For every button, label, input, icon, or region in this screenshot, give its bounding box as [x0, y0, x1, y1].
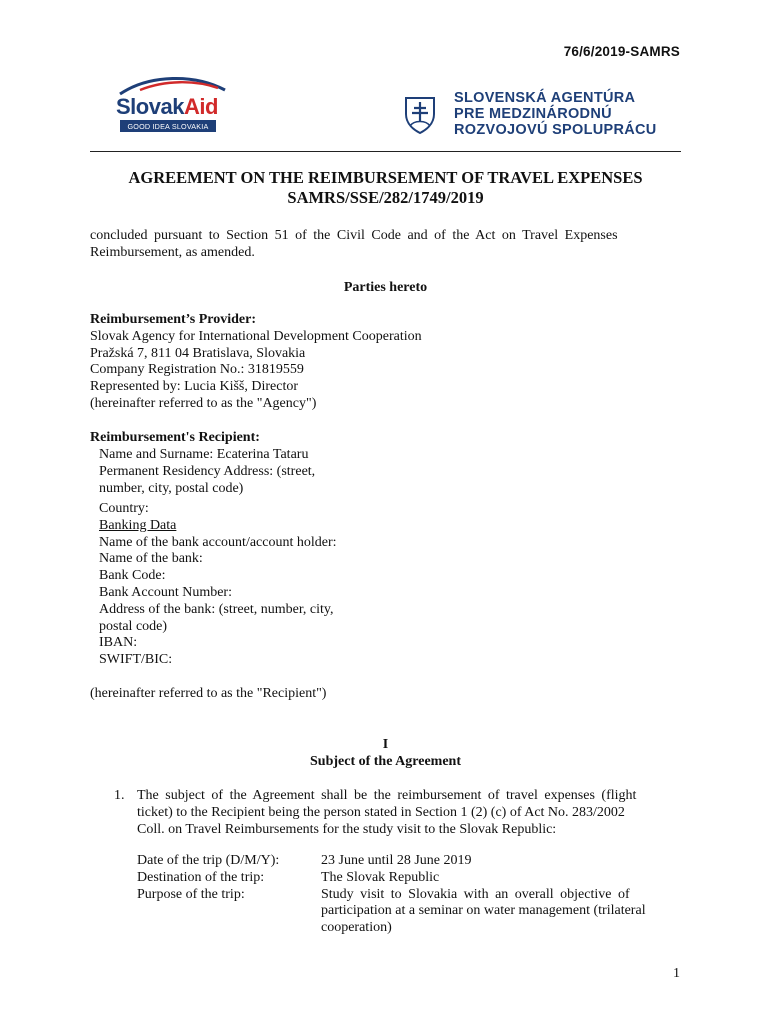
agreement-number: SAMRS/SSE/282/1749/2019 [287, 188, 484, 207]
provider-line: (hereinafter referred to as the "Agency") [90, 395, 317, 411]
slovakaid-logo [110, 76, 230, 134]
item-line: ticket) to the Recipient being the person stated in Section 1 (2) (c) of Act No. 283/2002 [137, 804, 625, 820]
svg-text:GOOD IDEA SLOVAKIA: GOOD IDEA SLOVAKIA [127, 122, 209, 131]
trip-details [137, 853, 681, 937]
trip-value [321, 887, 681, 937]
samrs-agency-logo [396, 88, 696, 138]
banking-block [99, 501, 399, 669]
intro-line: Reimbursement, as amended. [90, 244, 255, 260]
item-number: 1. [114, 788, 125, 803]
banking-line: Address of the bank: (street, number, city, [99, 601, 334, 617]
trip-value: The Slovak Republic [321, 869, 440, 885]
banking-line: IBAN: [99, 635, 138, 651]
trip-label: Destination of the trip: [137, 869, 265, 885]
svg-text:SlovakAid: SlovakAid [116, 94, 218, 119]
recipient-line: Name and Surname: Ecaterina Tataru [99, 447, 309, 462]
provider-block [90, 312, 681, 413]
provider-line: Company Registration No.: 31819559 [90, 362, 304, 378]
trip-row [137, 870, 681, 887]
banking-line: Name of the bank account/account holder: [99, 534, 337, 550]
banking-line: postal code) [99, 618, 168, 634]
parties-heading: Parties hereto [343, 280, 428, 295]
banking-line: Name of the bank: [99, 551, 203, 567]
item-line: Coll. on Travel Reimbursements for the study visit to the Slovak Republic: [137, 821, 557, 837]
banking-line: Bank Code: [99, 568, 166, 584]
trip-value: 23 June until 28 June 2019 [321, 853, 472, 868]
section-title: Subject of the Agreement [310, 754, 461, 769]
provider-line: Represented by: Lucia Kišš, Director [90, 379, 298, 395]
intro-line: concluded pursuant to Section 51 of the Civil Code and of the Act on Travel Expenses [90, 228, 618, 243]
agency-name-line: ROZVOJOVÚ SPOLUPRÁCU [454, 122, 657, 138]
agreement-title: AGREEMENT ON THE REIMBURSEMENT OF TRAVEL EXPENSES [128, 168, 643, 187]
agency-name-line: PRE MEDZINÁRODNÚ [454, 106, 612, 122]
country-field: Country: [99, 501, 149, 516]
agency-name-line: SLOVENSKÁ AGENTÚRA [454, 90, 636, 106]
recipient-line: number, city, postal code) [99, 480, 244, 496]
trip-label: Date of the trip (D/M/Y): [137, 853, 280, 868]
banking-line: SWIFT/BIC: [99, 652, 173, 668]
banking-heading: Banking Data [99, 517, 177, 533]
page-number: 1 [673, 966, 680, 981]
slovak-coat-of-arms-icon [396, 88, 444, 136]
item-paragraph [137, 788, 681, 838]
header-divider [90, 151, 681, 152]
intro-paragraph [90, 228, 681, 262]
trip-value-line: Study visit to Slovakia with an overall objective of [321, 886, 630, 902]
provider-heading: Reimbursement’s Provider: [90, 312, 257, 327]
trip-label: Purpose of the trip: [137, 886, 245, 902]
trip-value-line: cooperation) [321, 920, 392, 936]
section-number: I [382, 737, 389, 752]
item-line: The subject of the Agreement shall be the reimbursement of travel expenses (flight [137, 788, 637, 803]
banking-line: Bank Account Number: [99, 584, 232, 600]
recipient-heading: Reimbursement's Recipient: [90, 430, 260, 445]
provider-line: Slovak Agency for International Development Cooperation [90, 328, 422, 344]
trip-row [137, 887, 681, 937]
provider-line: Pražská 7, 811 04 Bratislava, Slovakia [90, 345, 306, 361]
recipient-block [99, 447, 399, 497]
recipient-referred: (hereinafter referred to as the "Recipient") [90, 686, 327, 701]
recipient-line: Permanent Residency Address: (street, [99, 463, 316, 479]
trip-value-line: participation at a seminar on water management (trilateral [321, 903, 646, 919]
document-number: 76/6/2019-SAMRS [563, 44, 680, 59]
trip-row [137, 853, 681, 870]
